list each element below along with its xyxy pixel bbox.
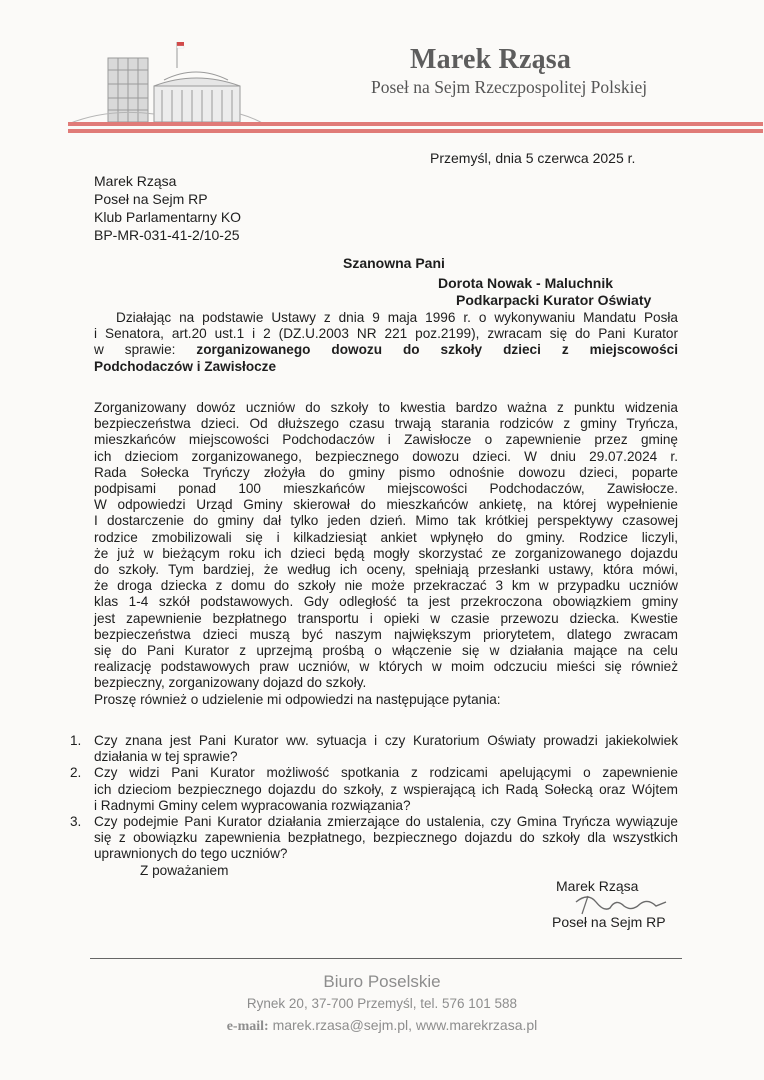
date-line: Przemyśl, dnia 5 czerwca 2025 r. xyxy=(430,150,636,166)
sejm-building-logo xyxy=(68,40,264,124)
footer-contact xyxy=(0,1017,764,1035)
body-line: bezpieczny, zorganizowany dojazd do szkoły. xyxy=(94,675,367,691)
letterhead-subtitle: Poseł na Sejm Rzeczpospolitej Polskiej xyxy=(371,77,648,97)
question-line: uprawnionych do tego uczniów? xyxy=(94,846,288,862)
question-number: 1. xyxy=(70,733,82,748)
question-number: 3. xyxy=(70,814,82,830)
subject-text: zorganizowanego dowozu do szkoły dzieci z miejscowości xyxy=(196,342,679,358)
footer-email-value: marek.rzasa@sejm.pl, www.marekrzasa.pl xyxy=(272,1017,538,1033)
question-line: się z obowiązku zapewnienia bezpłatnego, bezpiecznego dojazdu do szkoły dla wszystkich xyxy=(94,830,678,846)
body-line: się do Pani Kurator z uprzejmą prośbą o włączenie się w działania mające na celu xyxy=(94,643,678,659)
body-line: że już w bieżącym roku ich dzieci będą mogły skorzystać ze zorganizowanego dojazdu xyxy=(94,545,678,561)
subject-text-cont: Podchodaczów i Zawisłocze xyxy=(94,358,277,374)
letterhead-red-bar xyxy=(68,122,763,133)
closing: Z poważaniem xyxy=(140,862,229,878)
signature-name: Marek Rząsa xyxy=(556,878,639,894)
body-line: Rada Sołecka Tryńczy złożyła do gminy pismo odnośnie dowozu dzieci, poparte xyxy=(94,464,678,480)
body-line: bezpieczeństwa dzieci muszą być naszym największym priorytetem, dlatego zwracam xyxy=(94,626,678,642)
body-line: I dostarczenie do gminy dał tylko jeden dzień. Mimo tak krótkiej perspektywy czasowej xyxy=(94,513,678,529)
body-line: W odpowiedzi Urząd Gminy skierował do mieszkańców ankietę, na której wypełnienie xyxy=(94,497,678,513)
recipient-title: Podkarpacki Kurator Oświaty xyxy=(456,292,652,308)
question-item xyxy=(70,733,678,765)
body-paragraph xyxy=(94,400,678,708)
intro-line-subject xyxy=(94,342,678,358)
question-line: działania w tej sprawie? xyxy=(94,749,238,765)
intro-paragraph xyxy=(94,310,678,375)
body-line: podpisami ponad 100 mieszkańców miejscowości Podchodaczów, Zawisłocze. xyxy=(94,481,678,497)
body-line: do szkoły. Tym bardziej, że według ich oceny, spełniają przesłanki ustawy, która mówi, xyxy=(94,562,678,578)
salutation: Szanowna Pani xyxy=(343,255,445,271)
question-line: i Radnymi Gminy celem wypracowania rozwiązania? xyxy=(94,797,411,813)
signature-role: Poseł na Sejm RP xyxy=(552,914,666,930)
question-item xyxy=(70,814,678,863)
body-line: klas 1-4 szkół podstawowych. Gdy odległość ta jest przekroczona obowiązkiem gminy xyxy=(94,594,678,610)
footer-email-label: e-mail: xyxy=(226,1019,269,1034)
body-line: rodzice zmobilizowali się i kilkadziesiąt ankiet wpłynęło do gminy. Rodzice liczyli, xyxy=(94,529,678,545)
footer-divider xyxy=(90,958,682,959)
request-line: Proszę również o udzielenie mi odpowiedzi na następujące pytania: xyxy=(94,691,501,707)
reference-number: BP-MR-031-41-2/10-25 xyxy=(94,227,240,243)
question-line: Czy widzi Pani Kurator możliwość spotkania z rodzicami apelującymi o zapewnienie xyxy=(94,765,678,781)
sender-line: Klub Parlamentarny KO xyxy=(94,209,242,225)
body-line: że droga dziecka z domu do szkoły nie może przekraczać 3 km w przypadku uczniów xyxy=(94,578,678,594)
question-line: ich dzieciom bezpiecznego dojazdu do szkoły, z wspierającą ich Radą Sołecką oraz Wójtem xyxy=(94,781,678,797)
sender-line: Poseł na Sejm RP xyxy=(94,191,208,207)
body-line: ich dzieciom zorganizowanego, bezpiecznego dowozu dzieci. W dniu 29.07.2024 r. xyxy=(94,448,678,464)
body-line: jest zapewnienie bezpłatnego transportu i opieki w czasie przewozu dziecka. Kwestie xyxy=(94,610,678,626)
sender-block xyxy=(94,172,241,244)
question-line: Czy podejmie Pani Kurator działania zmierzające do ustalenia, czy Gmina Tryńcza wywiązuje xyxy=(94,814,678,830)
intro-line: Działając na podstawie Ustawy z dnia 9 maja 1996 r. o wykonywaniu Mandatu Posła xyxy=(116,310,678,325)
body-line: mieszkańców miejscowości Podchodaczów i Zawisłocze o zapewnienie przez gminę xyxy=(94,432,678,448)
body-line: bezpieczeństwa dzieci. Od dłuższego czasu trwają starania rodziców z gminy Tryńcza, xyxy=(94,416,678,432)
body-line: Zorganizowany dowóz uczniów do szkoły to kwestia bardzo ważna z punktu widzenia xyxy=(94,400,678,415)
letterhead-name: Marek Rząsa xyxy=(410,44,572,75)
question-list xyxy=(70,733,678,879)
recipient-name: Dorota Nowak - Maluchnik xyxy=(438,275,614,291)
question-line: Czy znana jest Pani Kurator ww. sytuacja i czy Kuratorium Oświaty prowadzi jakiekolwiek xyxy=(94,733,678,748)
question-item xyxy=(70,765,678,814)
intro-line: i Senatora, art.20 ust.1 i 2 (DZ.U.2003 NR 221 poz.2199), zwracam się do Pani Kurator xyxy=(94,326,678,342)
body-line: realizację podstawowych praw uczniów, w których w moim odczuciu mieści się również xyxy=(94,659,678,675)
subject-prefix: w sprawie: xyxy=(94,342,176,358)
footer-address: Rynek 20, 37-700 Przemyśl, tel. 576 101 588 xyxy=(246,996,518,1011)
question-number: 2. xyxy=(70,765,82,781)
sender-line: Marek Rząsa xyxy=(94,173,177,189)
footer-office: Biuro Poselskie xyxy=(323,972,441,991)
